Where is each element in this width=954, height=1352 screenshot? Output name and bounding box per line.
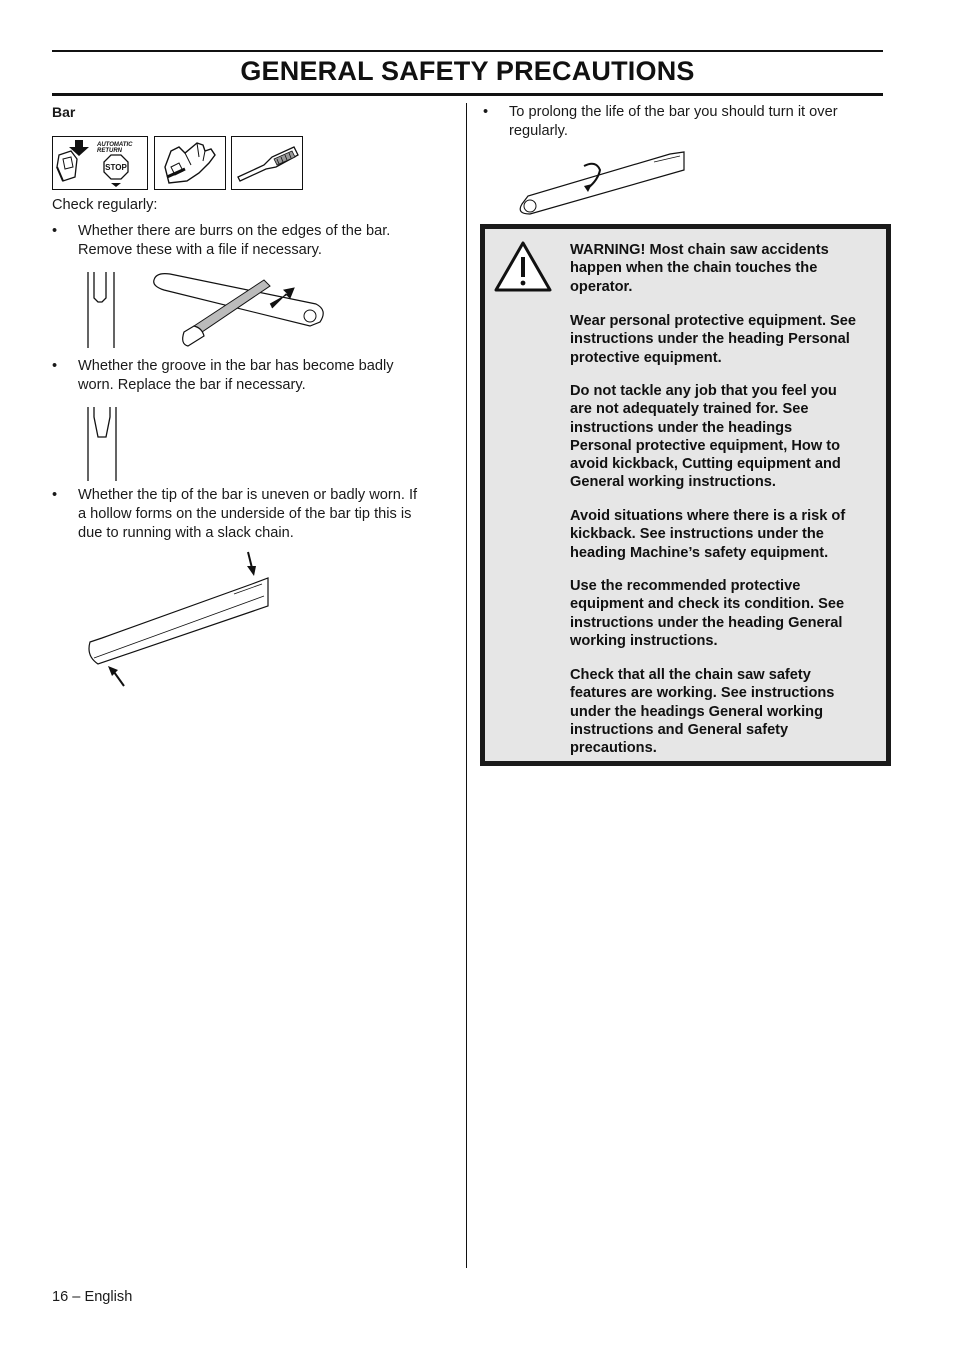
list-item bbox=[52, 222, 452, 262]
warning-line: WARNING! Most chain saw accidents bbox=[570, 242, 829, 258]
warning-paragraph bbox=[570, 241, 885, 296]
warning-box bbox=[480, 224, 891, 766]
header-top-rule bbox=[52, 50, 883, 52]
list-item bbox=[52, 486, 452, 546]
check-regularly-text: Check regularly: bbox=[52, 197, 158, 213]
warning-line: precautions. bbox=[570, 740, 657, 757]
warning-triangle-icon bbox=[493, 239, 553, 293]
warning-line: Use the recommended protective bbox=[570, 578, 801, 594]
file-brush-icon bbox=[231, 136, 303, 190]
warning-paragraph bbox=[570, 382, 885, 492]
bar-filing-illustration bbox=[84, 268, 334, 352]
bullet-line: due to running with a slack chain. bbox=[78, 525, 294, 541]
warning-line: Avoid situations where there is a risk of bbox=[570, 508, 846, 524]
section-heading-bar: Bar bbox=[52, 104, 76, 120]
warning-line: avoid kickback, Cutting equipment and bbox=[570, 456, 841, 473]
warning-paragraph bbox=[570, 577, 885, 650]
warning-line: working instructions. bbox=[570, 632, 718, 649]
warning-line: instructions under the heading Personal bbox=[570, 331, 850, 348]
bullet-line: regularly. bbox=[509, 123, 568, 139]
automatic-label: AUTOMATIC bbox=[97, 142, 133, 148]
warning-line: operator. bbox=[570, 278, 633, 295]
warning-paragraph bbox=[570, 507, 885, 562]
warning-line: happen when the chain touches the bbox=[570, 260, 818, 277]
bullet-line: Whether the groove in the bar has become badly bbox=[78, 358, 394, 374]
warning-line: instructions under the heading General bbox=[570, 614, 843, 631]
bullet-dot: • bbox=[52, 487, 58, 503]
warning-line: Wear personal protective equipment. See bbox=[570, 313, 857, 329]
page-title: GENERAL SAFETY PRECAUTIONS bbox=[240, 56, 695, 86]
automatic-return-stop-icon bbox=[52, 136, 148, 190]
bullet-line: Whether there are burrs on the edges of the bar. bbox=[78, 223, 391, 239]
bullet-line: a hollow forms on the underside of the bar tip this is bbox=[78, 506, 412, 522]
warning-line: Do not tackle any job that you feel you bbox=[570, 383, 837, 399]
turn-bar-illustration bbox=[514, 148, 690, 220]
warning-line: Personal protective equipment, How to bbox=[570, 437, 841, 454]
warning-line: are not adequately trained for. See bbox=[570, 401, 809, 418]
worn-groove-illustration bbox=[84, 403, 124, 483]
warning-line: General working instructions. bbox=[570, 474, 776, 491]
glove-icon bbox=[154, 136, 226, 190]
warning-paragraph bbox=[570, 666, 885, 757]
bullet-line: To prolong the life of the bar you should turn it over bbox=[509, 104, 838, 120]
header-bottom-rule bbox=[52, 93, 883, 96]
warning-line: heading Machine’s safety equipment. bbox=[570, 544, 829, 561]
list-item bbox=[52, 357, 452, 397]
warning-line: under the headings General working bbox=[570, 703, 824, 720]
worn-tip-illustration bbox=[84, 548, 274, 690]
warning-line: kickback. See instructions under the bbox=[570, 526, 824, 543]
warning-line: features are working. See instructions bbox=[570, 685, 835, 702]
return-label: RETURN bbox=[97, 148, 122, 154]
warning-line: protective equipment. bbox=[570, 349, 722, 366]
stop-label: STOP bbox=[105, 163, 127, 172]
bullet-line: Remove these with a file if necessary. bbox=[78, 242, 322, 258]
warning-paragraph bbox=[570, 312, 885, 367]
warning-line: instructions under the headings bbox=[570, 419, 793, 436]
list-item bbox=[483, 103, 883, 143]
bullet-line: worn. Replace the bar if necessary. bbox=[78, 377, 306, 393]
page-footer: 16 – English bbox=[52, 1289, 133, 1305]
warning-line: instructions and General safety bbox=[570, 721, 789, 738]
warning-line: equipment and check its condition. See bbox=[570, 596, 845, 613]
bullet-dot: • bbox=[52, 223, 58, 239]
bullet-dot: • bbox=[52, 358, 58, 374]
column-divider bbox=[466, 103, 467, 1268]
bullet-line: Whether the tip of the bar is uneven or badly worn. If bbox=[78, 487, 418, 503]
bullet-dot: • bbox=[483, 104, 489, 120]
warning-line: Check that all the chain saw safety bbox=[570, 667, 811, 683]
